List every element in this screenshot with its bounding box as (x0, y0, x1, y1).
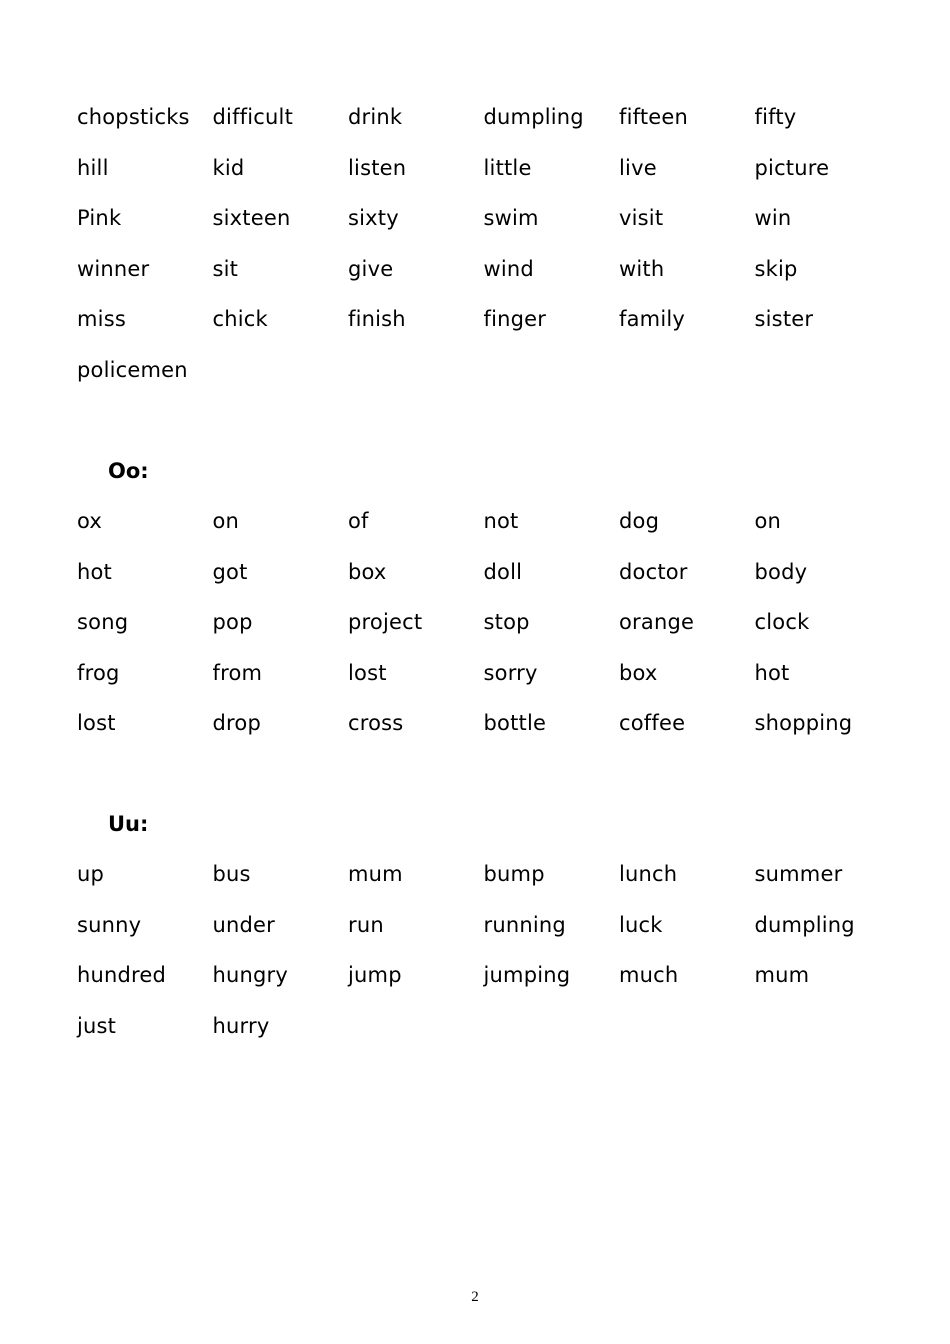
word: hurry (212, 1013, 270, 1038)
word: from (212, 660, 263, 685)
word: project (348, 610, 423, 635)
word: little (483, 155, 532, 180)
word: dog (619, 509, 660, 533)
word: jump (348, 963, 402, 988)
word: not (483, 509, 519, 533)
word: give (348, 256, 394, 281)
word: policemen (77, 357, 188, 382)
word: under (212, 912, 276, 937)
section-heading-oo: Oo: (108, 459, 149, 483)
word: hot (77, 559, 112, 584)
word: finger (483, 307, 547, 332)
word: chopsticks (77, 105, 190, 129)
word: orange (619, 610, 695, 635)
word: running (483, 912, 566, 937)
word: sunny (77, 912, 142, 937)
word: luck (619, 912, 663, 937)
word: family (619, 307, 686, 332)
word: visit (619, 206, 664, 231)
word: swim (483, 206, 539, 231)
word: picture (754, 155, 830, 180)
word: box (619, 660, 658, 685)
word: listen (348, 155, 407, 180)
word: Pink (77, 206, 122, 231)
word: dumpling (483, 105, 584, 129)
word: got (212, 559, 248, 584)
word: of (348, 509, 369, 533)
word: hot (754, 660, 790, 685)
word: hungry (212, 963, 289, 988)
word: fifty (754, 105, 797, 129)
word: pop (212, 610, 253, 635)
word: doll (483, 559, 523, 584)
word: chick (212, 307, 268, 332)
word: winner (77, 256, 150, 281)
word: summer (754, 862, 843, 886)
word: live (619, 155, 657, 180)
word: lunch (619, 862, 678, 886)
word: wind (483, 256, 534, 281)
word: skip (754, 256, 798, 281)
word: sixteen (212, 206, 291, 231)
page-number: 2 (471, 1289, 479, 1305)
word: bus (212, 862, 251, 886)
word: just (77, 1013, 117, 1038)
word: shopping (754, 711, 853, 736)
word: mum (754, 963, 810, 988)
word: on (212, 509, 240, 533)
word: hill (77, 155, 109, 180)
section-heading-uu: Uu: (108, 812, 149, 836)
word-grid-oo (77, 507, 897, 760)
word: song (77, 610, 129, 635)
word: sorry (483, 660, 538, 685)
word: stop (483, 610, 530, 635)
word-grid-uu (77, 860, 897, 1062)
word: bump (483, 862, 545, 886)
word-grid-ii (77, 103, 897, 407)
word: on (754, 509, 782, 533)
word: clock (754, 610, 810, 635)
word: drop (212, 711, 261, 736)
word: up (77, 862, 105, 886)
word: with (619, 256, 665, 281)
word: kid (212, 155, 245, 180)
word: body (754, 559, 808, 584)
word: doctor (619, 559, 688, 584)
word: sixty (348, 206, 399, 231)
word: dumpling (754, 912, 855, 937)
word: lost (77, 711, 116, 736)
word: sit (212, 256, 239, 281)
word: win (754, 206, 792, 231)
word: box (348, 559, 387, 584)
word: coffee (619, 711, 686, 736)
word: jumping (483, 963, 571, 988)
word: run (348, 912, 384, 937)
word: drink (348, 105, 403, 129)
word: mum (348, 862, 403, 886)
word: ox (77, 509, 103, 533)
word: miss (77, 307, 126, 332)
word: difficult (212, 105, 294, 129)
word: fifteen (619, 105, 689, 129)
word: finish (348, 307, 406, 332)
word: frog (77, 660, 120, 685)
word: sister (754, 307, 814, 332)
word: hundred (77, 963, 167, 988)
word: bottle (483, 711, 547, 736)
word: lost (348, 660, 387, 685)
word: cross (348, 711, 404, 736)
word: much (619, 963, 679, 988)
